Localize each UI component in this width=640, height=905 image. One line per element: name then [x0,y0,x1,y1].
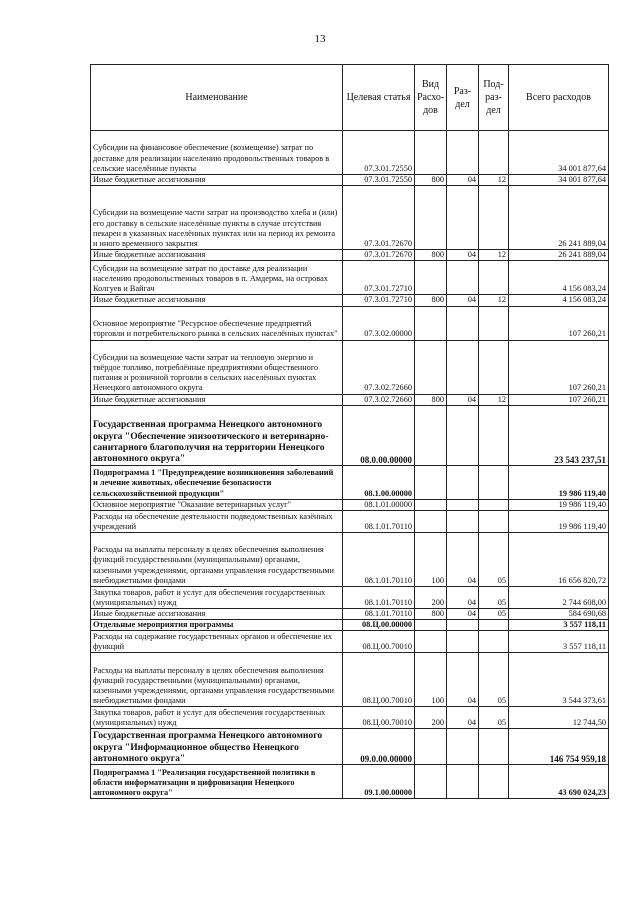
row-subsection-cell [479,261,509,295]
row-type-cell: 200 [415,587,447,609]
header-total: Всего расходов [509,65,609,131]
row-name-cell: Субсидии на финансовое обеспечение (возмещение) затрат по доставке для реализации населению продовольственных товаров в сельские населённые пункты [91,131,343,175]
row-type-cell [415,340,447,394]
row-name-cell: Расходы на содержание государственных органов и обеспечение их функций [91,631,343,653]
row-section-cell [447,729,479,765]
table-row [91,609,609,620]
row-target-code-cell: 08.1.00.00000 [343,465,415,499]
row-section-cell: 04 [447,587,479,609]
row-type-cell: 800 [415,295,447,306]
row-target-code-cell: 08.Ц.00.70010 [343,707,415,729]
row-subsection-cell [479,499,509,510]
row-name-cell: Подпрограмма 1 "Реализация государственной политики в области информатизации и цифровизации Ненецкого автономного округа" [91,765,343,799]
row-section-cell [447,631,479,653]
table-row [91,186,609,250]
page-number: 13 [314,33,326,45]
row-total-cell: 4 156 083,24 [509,261,609,295]
row-target-code-cell: 08.1.01.70110 [343,609,415,620]
row-section-cell: 04 [447,295,479,306]
row-type-cell [415,729,447,765]
header-subsection: Под-раз-дел [479,65,509,131]
row-total-cell: 2 744 608,00 [509,587,609,609]
row-subsection-cell: 12 [479,295,509,306]
table-row [91,533,609,587]
row-type-cell [415,765,447,799]
table-row [91,175,609,186]
header-section: Раз-дел [447,65,479,131]
row-name-cell: Расходы на выплаты персоналу в целях обеспечения выполнения функций государственными (муниципальными) органами, казенными учреждениями, органами управления государственными внебюджетными фондами [91,533,343,587]
row-name-cell: Закупка товаров, работ и услуг для обеспечения государственных (муниципальных) нужд [91,707,343,729]
row-subsection-cell: 05 [479,609,509,620]
row-name-cell: Закупка товаров, работ и услуг для обеспечения государственных (муниципальных) нужд [91,587,343,609]
row-subsection-cell [479,620,509,631]
row-target-code-cell: 07.3.02.72660 [343,394,415,405]
row-total-cell: 3 557 118,11 [509,631,609,653]
row-target-code-cell: 08.Ц.00.70010 [343,653,415,707]
row-total-cell: 3 557 118,11 [509,620,609,631]
row-section-cell: 04 [447,707,479,729]
row-total-cell: 34 001 877,64 [509,175,609,186]
row-section-cell: 04 [447,653,479,707]
table-header-row [91,65,609,131]
row-section-cell: 04 [447,250,479,261]
row-target-code-cell: 07.3.02.00000 [343,306,415,340]
row-target-code-cell: 07.3.01.72670 [343,250,415,261]
expenses-table [90,64,609,799]
row-type-cell [415,131,447,175]
row-subsection-cell: 05 [479,587,509,609]
row-section-cell [447,261,479,295]
row-section-cell: 04 [447,175,479,186]
row-type-cell [415,261,447,295]
row-section-cell [447,340,479,394]
row-target-code-cell: 07.3.01.72550 [343,175,415,186]
row-section-cell [447,620,479,631]
row-subsection-cell [479,729,509,765]
row-name-cell: Государственная программа Ненецкого автономного округа "Обеспечение эпизоотического и ветеринарно-санитарного благополучия на территории Ненецкого автономного округа" [91,405,343,465]
row-total-cell: 584 690,68 [509,609,609,620]
row-target-code-cell: 08.Ц.00.00000 [343,620,415,631]
row-section-cell [447,405,479,465]
row-type-cell: 200 [415,707,447,729]
table-row [91,306,609,340]
row-type-cell [415,499,447,510]
row-target-code-cell: 08.1.01.70110 [343,533,415,587]
table-row [91,631,609,653]
row-subsection-cell [479,131,509,175]
row-section-cell [447,131,479,175]
row-target-code-cell: 08.1.01.00000 [343,499,415,510]
header-target: Целевая статья [343,65,415,131]
row-total-cell: 43 690 024,23 [509,765,609,799]
table-row [91,765,609,799]
row-section-cell [447,465,479,499]
row-section-cell: 04 [447,394,479,405]
table-row [91,587,609,609]
row-name-cell: Иные бюджетные ассигнования [91,609,343,620]
row-target-code-cell: 08.1.01.70110 [343,511,415,533]
row-name-cell: Отдельные мероприятия программы [91,620,343,631]
table-row [91,729,609,765]
row-total-cell: 26 241 889,04 [509,186,609,250]
table-body [91,131,609,799]
row-subsection-cell [479,306,509,340]
row-name-cell: Субсидии на возмещение части затрат на тепловую энергию и твёрдое топливо, потреблённые предприятиями общественного питания и розничной торговли в сельских населённых пунктах Ненецкого автономного округа [91,340,343,394]
table-row [91,511,609,533]
row-subsection-cell [479,511,509,533]
row-section-cell: 04 [447,533,479,587]
row-section-cell [447,499,479,510]
row-target-code-cell: 07.3.01.72670 [343,186,415,250]
row-subsection-cell [479,340,509,394]
row-total-cell: 26 241 889,04 [509,250,609,261]
row-type-cell [415,620,447,631]
row-subsection-cell [479,765,509,799]
row-subsection-cell [479,465,509,499]
row-subsection-cell: 05 [479,653,509,707]
row-subsection-cell: 12 [479,250,509,261]
row-name-cell: Государственная программа Ненецкого автономного округа "Информационное общество Ненецкого автономного округа" [91,729,343,765]
row-type-cell: 800 [415,175,447,186]
row-section-cell [447,765,479,799]
row-total-cell: 4 156 083,24 [509,295,609,306]
row-total-cell: 19 986 119,40 [509,465,609,499]
table-row [91,295,609,306]
row-name-cell: Основное мероприятие "Оказание ветеринарных услуг" [91,499,343,510]
row-name-cell: Расходы на выплаты персоналу в целях обеспечения выполнения функций государственными (муниципальными) органами, казенными учреждениями, органами управления государственными внебюджетными фондами [91,653,343,707]
row-type-cell [415,186,447,250]
table-row [91,707,609,729]
row-subsection-cell [479,186,509,250]
row-subsection-cell [479,631,509,653]
table-row [91,131,609,175]
row-target-code-cell: 08.1.01.70110 [343,587,415,609]
table-row [91,261,609,295]
row-target-code-cell: 08.Ц.00.70010 [343,631,415,653]
row-total-cell: 146 754 959,18 [509,729,609,765]
row-subsection-cell [479,405,509,465]
row-type-cell [415,631,447,653]
row-subsection-cell: 05 [479,533,509,587]
row-target-code-cell: 07.3.02.72660 [343,340,415,394]
table-row [91,250,609,261]
row-total-cell: 19 986 119,40 [509,511,609,533]
row-type-cell [415,511,447,533]
row-name-cell: Иные бюджетные ассигнования [91,250,343,261]
row-name-cell: Подпрограмма 1 "Предупреждение возникновения заболеваний и лечение животных, обеспечение безопасности сельскохозяйственной продукции" [91,465,343,499]
row-name-cell: Субсидии на возмещение затрат по доставке для реализации населению продовольственных товаров в п. Амдерма, на островах Колгуев и Вайгач [91,261,343,295]
row-total-cell: 34 001 877,64 [509,131,609,175]
row-type-cell: 100 [415,533,447,587]
row-type-cell: 800 [415,394,447,405]
row-target-code-cell: 09.1.00.00000 [343,765,415,799]
row-total-cell: 3 544 373,61 [509,653,609,707]
row-type-cell: 100 [415,653,447,707]
row-total-cell: 23 543 237,51 [509,405,609,465]
row-name-cell: Основное мероприятие "Ресурсное обеспечение предприятий торговли и потребительского рынка в сельских населённых пунктах" [91,306,343,340]
row-target-code-cell: 07.3.01.72550 [343,131,415,175]
table-row [91,653,609,707]
row-total-cell: 19 986 119,40 [509,499,609,510]
row-type-cell: 800 [415,609,447,620]
row-target-code-cell: 07.3.01.72710 [343,295,415,306]
row-type-cell [415,465,447,499]
row-type-cell [415,306,447,340]
row-total-cell: 16 656 820,72 [509,533,609,587]
table-row [91,340,609,394]
table-row [91,405,609,465]
header-type: Вид Расхо-дов [415,65,447,131]
row-subsection-cell: 12 [479,175,509,186]
row-section-cell [447,511,479,533]
row-name-cell: Субсидии на возмещение части затрат на производство хлеба и (или) его доставку в сельские населённые пункты в случае отсутствия пекарен в указанных населённых пунктах или на период их ремонта и иного временного закрытия [91,186,343,250]
row-target-code-cell: 09.0.00.00000 [343,729,415,765]
row-total-cell: 12 744,50 [509,707,609,729]
header-name: Наименование [91,65,343,131]
row-section-cell [447,186,479,250]
row-type-cell: 800 [415,250,447,261]
table-row [91,394,609,405]
table-row [91,620,609,631]
row-type-cell [415,405,447,465]
table-row [91,465,609,499]
row-target-code-cell: 08.0.00.00000 [343,405,415,465]
row-subsection-cell: 12 [479,394,509,405]
row-name-cell: Иные бюджетные ассигнования [91,295,343,306]
row-total-cell: 107 260,21 [509,306,609,340]
row-name-cell: Иные бюджетные ассигнования [91,394,343,405]
row-name-cell: Расходы на обеспечение деятельности подведомственных казённых учреждений [91,511,343,533]
row-total-cell: 107 260,21 [509,340,609,394]
row-name-cell: Иные бюджетные ассигнования [91,175,343,186]
row-target-code-cell: 07.3.01.72710 [343,261,415,295]
row-section-cell [447,306,479,340]
table-row [91,499,609,510]
row-section-cell: 04 [447,609,479,620]
row-subsection-cell: 05 [479,707,509,729]
row-total-cell: 107 260,21 [509,394,609,405]
